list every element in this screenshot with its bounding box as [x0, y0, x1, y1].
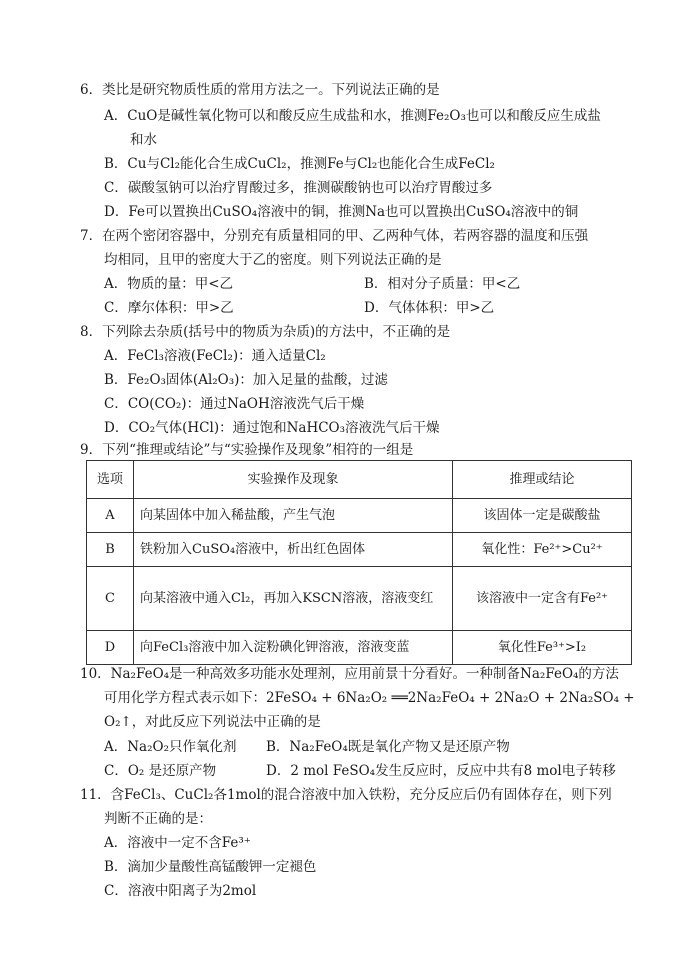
row-c-option: C: [87, 567, 134, 631]
q6-option-c: C．碳酸氢钠可以治疗胃酸过多，推测碳酸钠也可以治疗胃酸过多: [104, 180, 493, 196]
q10-option-a: A．Na₂O₂只作氧化剂: [104, 739, 237, 755]
row-b-option: B: [87, 533, 134, 567]
header-conclusion: 推理或结论: [453, 461, 632, 499]
q11-stem-line2: 判断不正确的是：: [104, 811, 212, 827]
q9-table: [86, 460, 632, 665]
row-a-option: A: [87, 499, 134, 533]
row-d-option: D: [87, 631, 134, 665]
q11-option-a: A．溶液中一定不含Fe³⁺: [104, 835, 251, 851]
q9-stem: 9．下列“推理或结论”与“实验操作及现象”相符的一组是: [80, 442, 414, 458]
q7-option-d: D．气体体积：甲>乙: [364, 300, 495, 316]
q10-stem-line2: 可用化学方程式表示如下：2FeSO₄ + 6Na₂O₂ ══2Na₂FeO₄ + 2Na₂O + 2Na₂SO₄ +: [104, 690, 635, 706]
row-a-conclusion: 该固体一定是碳酸盐: [453, 499, 632, 533]
table-row: [87, 567, 632, 631]
q10-option-c: C．O₂ 是还原产物: [104, 763, 217, 779]
q11-stem-line1: 11．含FeCl₃、CuCl₂各1mol的混合溶液中加入铁粉，充分反应后仍有固体存在，则下列: [80, 787, 612, 803]
q7-option-c: C．摩尔体积：甲>乙: [104, 300, 234, 316]
q6-option-a: A．CuO是碱性氧化物可以和酸反应生成盐和水，推测Fe₂O₃也可以和酸反应生成盐: [104, 108, 601, 124]
q8-option-d: D．CO₂气体(HCl)：通过饱和NaHCO₃溶液洗气后干燥: [104, 420, 440, 436]
q8-stem: 8．下列除去杂质(括号中的物质为杂质)的方法中，不正确的是: [80, 324, 451, 340]
header-option: 选项: [87, 461, 134, 499]
q8-option-c: C．CO(CO₂)：通过NaOH溶液洗气后干燥: [104, 396, 365, 412]
q10-stem-line1: 10．Na₂FeO₄是一种高效多功能水处理剂，应用前景十分看好。一种制备Na₂FeO₄的方法: [80, 666, 619, 682]
q7-stem-line2: 均相同，且甲的密度大于乙的密度。则下列说法正确的是: [104, 252, 442, 268]
row-b-operation: 铁粉加入CuSO₄溶液中，析出红色固体: [134, 533, 453, 567]
table-row: [87, 499, 632, 533]
row-c-conclusion: 该溶液中一定含有Fe²⁺: [453, 567, 632, 631]
q6-option-d: D．Fe可以置换出CuSO₄溶液中的铜，推测Na也可以置换出CuSO₄溶液中的铜: [104, 204, 579, 220]
row-d-operation: 向FeCl₃溶液中加入淀粉碘化钾溶液，溶液变蓝: [134, 631, 453, 665]
row-d-conclusion: 氧化性Fe³⁺>I₂: [453, 631, 632, 665]
q7-option-b: B．相对分子质量：甲<乙: [364, 276, 521, 292]
q10-option-b: B．Na₂FeO₄既是氧化产物又是还原产物: [266, 739, 510, 755]
row-a-operation: 向某固体中加入稀盐酸，产生气泡: [134, 499, 453, 533]
q6-option-b: B．Cu与Cl₂能化合生成CuCl₂，推测Fe与Cl₂也能化合生成FeCl₂: [104, 156, 495, 172]
q7-option-a: A．物质的量：甲<乙: [104, 276, 234, 292]
header-operation: 实验操作及现象: [134, 461, 453, 499]
q6-stem: 6．类比是研究物质性质的常用方法之一。下列说法正确的是: [80, 82, 440, 98]
row-c-operation: 向某溶液中通入Cl₂，再加入KSCN溶液，溶液变红: [134, 567, 453, 631]
q6-option-a-cont: 和水: [130, 132, 157, 148]
q11-option-b: B．滴加少量酸性高锰酸钾一定褪色: [104, 859, 317, 875]
table-row: [87, 533, 632, 567]
q7-stem-line1: 7．在两个密闭容器中，分别充有质量相同的甲、乙两种气体，若两容器的温度和压强: [80, 228, 589, 244]
table-header-row: [87, 461, 632, 499]
row-b-conclusion: 氧化性：Fe²⁺>Cu²⁺: [453, 533, 632, 567]
q10-stem-line3: O₂↑，对此反应下列说法中正确的是: [104, 714, 321, 730]
q8-option-a: A．FeCl₃溶液(FeCl₂)：通入适量Cl₂: [104, 348, 326, 364]
q10-option-d: D．2 mol FeSO₄发生反应时，反应中共有8 mol电子转移: [266, 763, 616, 779]
q11-option-c: C．溶液中阳离子为2mol: [104, 883, 257, 899]
q8-option-b: B．Fe₂O₃固体(Al₂O₃)：加入足量的盐酸，过滤: [104, 372, 388, 388]
table-row: [87, 631, 632, 665]
